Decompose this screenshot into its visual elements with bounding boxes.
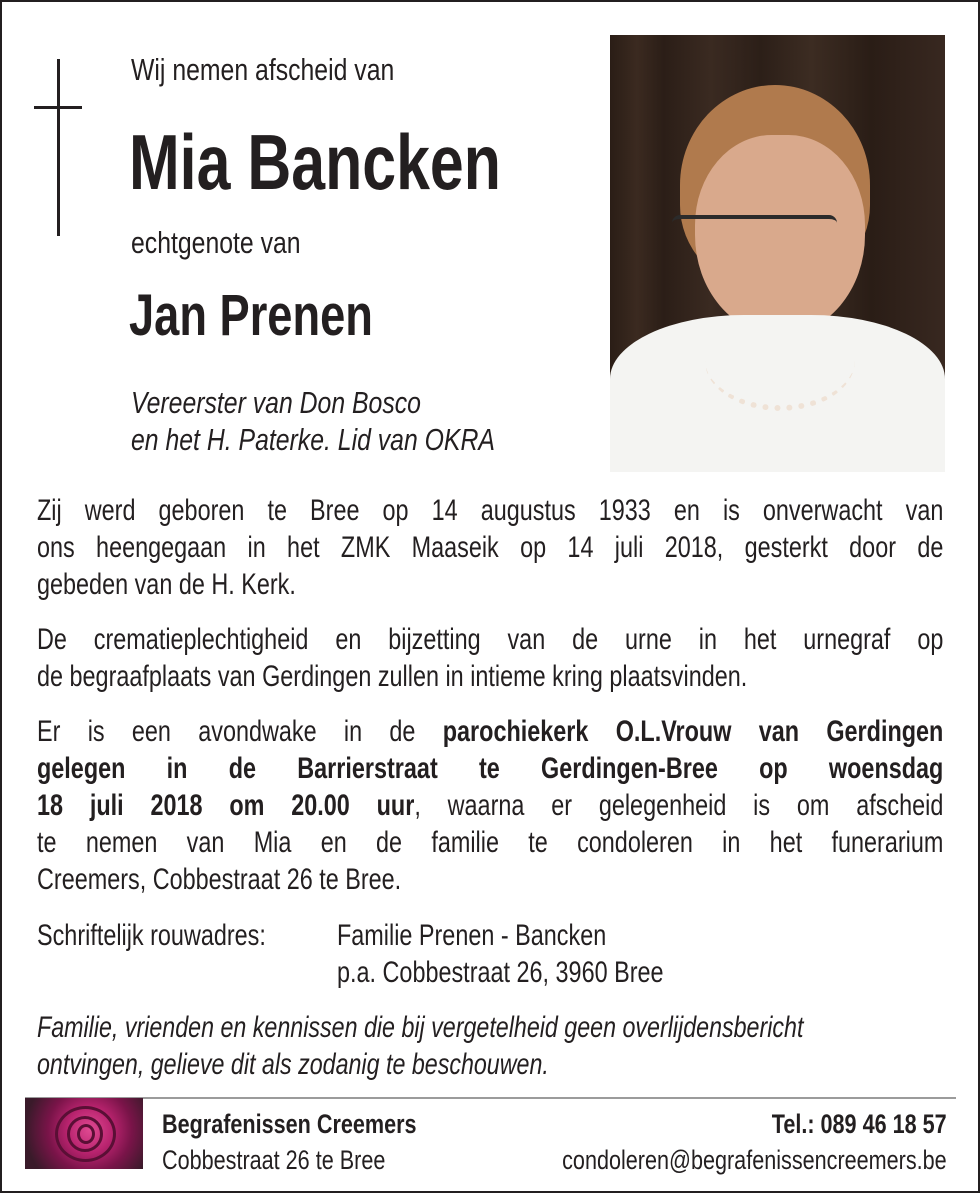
paragraph-line: Creemers, Cobbestraat 26 te Bree. xyxy=(37,863,402,896)
wake-paragraph xyxy=(37,713,943,898)
tagline-line: Vereerster van Don Bosco xyxy=(131,385,421,420)
company-name: Begrafenissen Creemers xyxy=(162,1109,417,1139)
cross-icon xyxy=(57,59,60,236)
relation-text: echtgenote van xyxy=(131,225,301,260)
paragraph-line: ons heengegaan in het ZMK Maaseik op 14 juli 2018, gesterkt door de xyxy=(37,531,944,564)
paragraph-line: Zij werd geboren te Bree op 14 augustus 1933 en is onverwacht van xyxy=(37,494,944,527)
paragraph-line: de begraafplaats van Gerdingen zullen in intieme kring plaatsvinden. xyxy=(37,660,748,693)
wake-location: gelegen in de Barrierstraat te Gerdingen-Bree op woensdag xyxy=(37,752,944,785)
address-line: p.a. Cobbestraat 26, 3960 Bree xyxy=(337,956,664,989)
text-normal: , waarna er gelegenheid is om afscheid xyxy=(414,789,944,822)
tagline-line: en het H. Paterke. Lid van OKRA xyxy=(131,422,495,457)
address-line: Familie Prenen - Bancken xyxy=(337,919,607,952)
wake-datetime: 18 juli 2018 om 20.00 uur xyxy=(37,789,415,822)
company-address: Cobbestraat 26 te Bree xyxy=(162,1145,386,1175)
footer-divider xyxy=(25,1097,956,1099)
deceased-name: Mia Bancken xyxy=(129,118,501,206)
paragraph-line xyxy=(37,787,943,824)
text-normal: Er is een avondwake in de xyxy=(37,715,443,748)
cross-icon-bar xyxy=(34,106,82,109)
paragraph-line xyxy=(37,713,943,750)
spouse-name: Jan Prenen xyxy=(129,283,373,348)
birth-paragraph xyxy=(37,492,943,603)
church-name: parochiekerk O.L.Vrouw van Gerdingen xyxy=(442,715,944,748)
intro-text: Wij nemen afscheid van xyxy=(131,52,395,87)
paragraph-line: De crematieplechtigheid en bijzetting van de urne in het urnegraf op xyxy=(37,623,944,656)
closing-line: Familie, vrienden en kennissen die bij vergetelheid geen overlijdensbericht xyxy=(37,1011,804,1044)
cremation-paragraph xyxy=(37,621,943,695)
paragraph-line: te nemen van Mia en de familie te condoleren in het funerarium xyxy=(37,826,944,859)
address-label: Schriftelijk rouwadres: xyxy=(37,919,266,952)
closing-line: ontvingen, gelieve dit als zodanig te beschouwen. xyxy=(37,1048,549,1081)
company-email[interactable]: condoleren@begrafenissencreemers.be xyxy=(562,1145,947,1175)
company-phone[interactable]: Tel.: 089 46 18 57 xyxy=(772,1109,947,1139)
rose-logo xyxy=(25,1098,143,1169)
paragraph-line: gebeden van de H. Kerk. xyxy=(37,568,296,601)
portrait-photo xyxy=(610,35,945,472)
